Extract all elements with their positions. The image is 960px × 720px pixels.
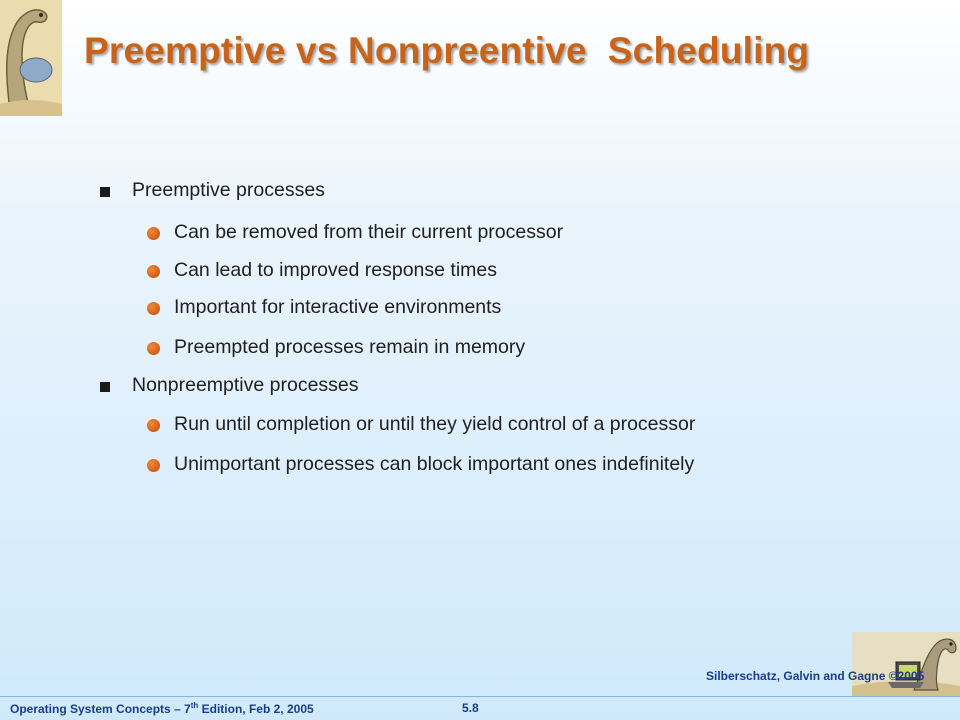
square-bullet-icon: [100, 382, 110, 392]
dinosaur-laptop-icon: [852, 632, 960, 696]
footer-edition-date: Edition, Feb 2, 2005: [198, 702, 314, 716]
round-bullet-icon: [147, 419, 160, 432]
sub-bullet-item: Preempted processes remain in memory: [174, 336, 526, 358]
bullet-item-nonpreemptive: Nonpreemptive processes: [132, 374, 359, 396]
footer-title: Operating System Concepts – 7: [10, 702, 191, 716]
bullet-item-preemptive: Preemptive processes: [132, 179, 325, 201]
round-bullet-icon: [147, 342, 160, 355]
sub-bullet-item: Run until completion or until they yield control of a processor: [174, 413, 696, 435]
sub-bullet-item: Important for interactive environments: [174, 296, 502, 318]
footer-divider: [0, 696, 960, 697]
footer-copyright: Silberschatz, Galvin and Gagne ©2005: [706, 669, 925, 683]
round-bullet-icon: [147, 459, 160, 472]
round-bullet-icon: [147, 227, 160, 240]
footer-superscript: th: [190, 701, 199, 710]
sub-bullet-item: Can lead to improved response times: [174, 259, 497, 281]
round-bullet-icon: [147, 302, 160, 315]
sub-bullet-item: Unimportant processes can block important ones indefinitely: [174, 453, 695, 475]
sub-bullet-item: Can be removed from their current processor: [174, 221, 564, 243]
dinosaur-logo-icon: [0, 0, 62, 116]
square-bullet-icon: [100, 187, 110, 197]
footer-course-info: [10, 701, 314, 716]
page-number: 5.8: [462, 701, 479, 715]
slide-title: Preemptive vs Nonpreentive Scheduling: [84, 30, 810, 71]
round-bullet-icon: [147, 265, 160, 278]
